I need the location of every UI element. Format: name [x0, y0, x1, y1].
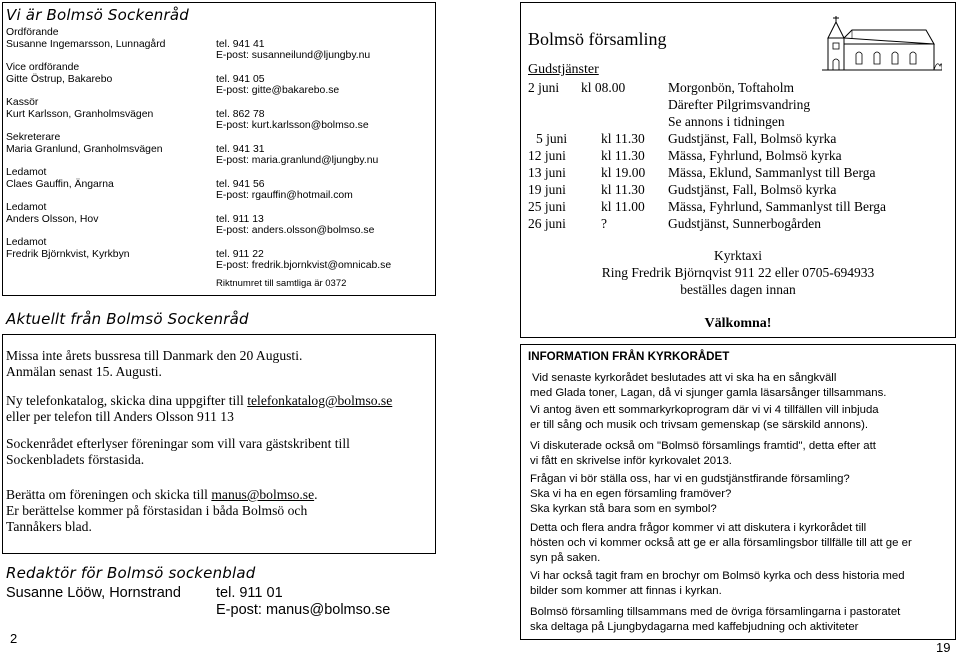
member-email: E-post: maria.granlund@ljungby.nu [216, 155, 379, 166]
page-number-right: 19 [936, 640, 951, 655]
member-role: Ledamot [6, 167, 47, 178]
member-role: Ledamot [6, 237, 47, 248]
welcome-text: Välkomna! [704, 316, 772, 331]
member-role: Ordförande [6, 27, 59, 38]
council-heading: INFORMATION FRÅN KYRKORÅDET [528, 350, 730, 363]
directory-email-link[interactable]: telefonkatalog@bolmso.se [247, 393, 393, 408]
editor-name: Susanne Lööw, Hornstrand [6, 585, 181, 601]
member-name: Fredrik Björnkvist, Kyrkbyn [6, 248, 130, 260]
page-number-left: 2 [10, 631, 18, 646]
member-email: E-post: fredrik.bjornkvist@omnicab.se [216, 260, 392, 271]
service-row: 26 juni ? Gudstjänst, Sunnerbogården [528, 216, 821, 231]
member-name: Susanne Ingemarsson, Lunnagård [6, 38, 166, 50]
council-paragraph: Frågan vi bör ställa oss, har vi en gudstjänstfirande församling? Ska vi ha en egen församling framöver? Ska kyrkan stå bara som en symbol? [530, 473, 850, 515]
editor-tel: tel. 911 01 [216, 585, 283, 601]
member-role: Vice ordförande [6, 62, 80, 73]
taxi-title: Kyrktaxi [714, 248, 762, 263]
church-illustration [822, 14, 942, 72]
news-submit-story: Berätta om föreningen och skicka till manus@bolmso.se. Er berättelse kommer på förstasidan i båda Bolmsö och Tannåkers blad. [6, 487, 318, 535]
member-name: Maria Granlund, Granholmsvägen [6, 143, 163, 155]
member-tel: tel. 862 78 [216, 108, 265, 120]
member-email: E-post: kurt.karlsson@bolmso.se [216, 120, 369, 131]
church-title: Bolmsö församling [528, 29, 667, 49]
member-tel: tel. 941 56 [216, 178, 265, 190]
council-paragraph: Vi diskuterade också om "Bolmsö församlings framtid", detta efter att vi fått en skrivelse inför kyrkovalet 2013. [530, 440, 876, 467]
service-row: 12 juni kl 11.30 Mässa, Fyhrlund, Bolmsö kyrka [528, 148, 842, 163]
council-paragraph: Vi antog även ett sommarkyrkoprogram där vi vi 4 tillfällen vill inbjuda er till sång och musik och trivsam gemenskap (se särskild annons). [530, 404, 879, 431]
services-heading: Gudstjänster [528, 62, 599, 77]
member-name: Gitte Östrup, Bakarebo [6, 73, 113, 85]
service-row: 25 juni kl 11.00 Mässa, Fyhrlund, Sammanlyst till Berga [528, 199, 886, 214]
member-tel: tel. 941 31 [216, 143, 265, 155]
service-row: 13 juni kl 19.00 Mässa, Eklund, Sammanlyst till Berga [528, 165, 876, 180]
council-paragraph: Vi har också tagit fram en brochyr om Bolmsö kyrka och dess historia med bilder som kommer att finnas i kyrkan. [530, 570, 905, 597]
service-row: 2 juni kl 08.00 Morgonbön, Toftaholm [528, 80, 795, 95]
editor-email: E-post: manus@bolmso.se [216, 602, 391, 618]
service-row: Se annons i tidningen [668, 114, 785, 129]
member-role: Kassör [6, 97, 39, 108]
member-name: Anders Olsson, Hov [6, 213, 99, 225]
member-tel: tel. 911 22 [216, 248, 264, 260]
member-email: E-post: anders.olsson@bolmso.se [216, 225, 375, 236]
service-row: 5 juni kl 11.30 Gudstjänst, Fall, Bolmsö kyrka [536, 131, 837, 146]
service-row: Därefter Pilgrimsvandring [668, 97, 811, 112]
council-paragraph: Detta och flera andra frågor kommer vi att diskutera i kyrkorådet till hösten och vi kommer också att ge er alla församlingsbor tillfälle till att ge er syn på saken. [530, 522, 912, 564]
manus-email-link[interactable]: manus@bolmso.se [211, 487, 315, 502]
news-phone-directory: Ny telefonkatalog, skicka dina uppgifter till telefonkatalog@bolmso.se eller per telefon till Anders Olsson 911 13 [6, 393, 393, 425]
member-role: Ledamot [6, 202, 47, 213]
member-email: E-post: gitte@bakarebo.se [216, 85, 340, 96]
taxi-info-2: beställes dagen innan [680, 282, 796, 297]
member-tel: tel. 941 05 [216, 73, 265, 85]
member-tel: tel. 911 13 [216, 213, 264, 225]
council-paragraph: Bolmsö församling tillsammans med de övriga församlingarna i pastoratet ska deltaga på Ljungbydagarna med kaffebjudning och aktiviteter [530, 606, 901, 633]
member-tel: tel. 941 41 [216, 38, 265, 50]
board-member [6, 237, 426, 283]
area-code-note: Riktnumret till samtliga är 0372 [216, 278, 347, 289]
council-paragraph: Vid senaste kyrkorådet beslutades att vi ska ha en sångkväll med Glada toner, Lagan, då vi sjunger gamla läsarsånger tillsammans. [530, 372, 887, 399]
member-role: Sekreterare [6, 132, 61, 143]
member-email: E-post: rgauffin@hotmail.com [216, 190, 353, 201]
board-title: Vi är Bolmsö Sockenråd [6, 6, 189, 24]
news-guest-writer: Sockenrådet efterlyser föreningar som vill vara gästskribent till Sockenbladets förstasida. [6, 436, 350, 468]
member-name: Claes Gauffin, Ängarna [6, 178, 114, 190]
editor-title: Redaktör för Bolmsö sockenblad [6, 564, 256, 582]
service-row: 19 juni kl 11.30 Gudstjänst, Fall, Bolmsö kyrka [528, 182, 837, 197]
member-name: Kurt Karlsson, Granholmsvägen [6, 108, 154, 120]
taxi-info: Ring Fredrik Björnqvist 911 22 eller 0705-694933 [601, 265, 875, 280]
member-email: E-post: susanneilund@ljungby.nu [216, 50, 371, 61]
news-title: Aktuellt från Bolmsö Sockenråd [6, 310, 249, 328]
news-bus-trip: Missa inte årets bussresa till Danmark den 20 Augusti. Anmälan senast 15. Augusti. [6, 348, 303, 380]
